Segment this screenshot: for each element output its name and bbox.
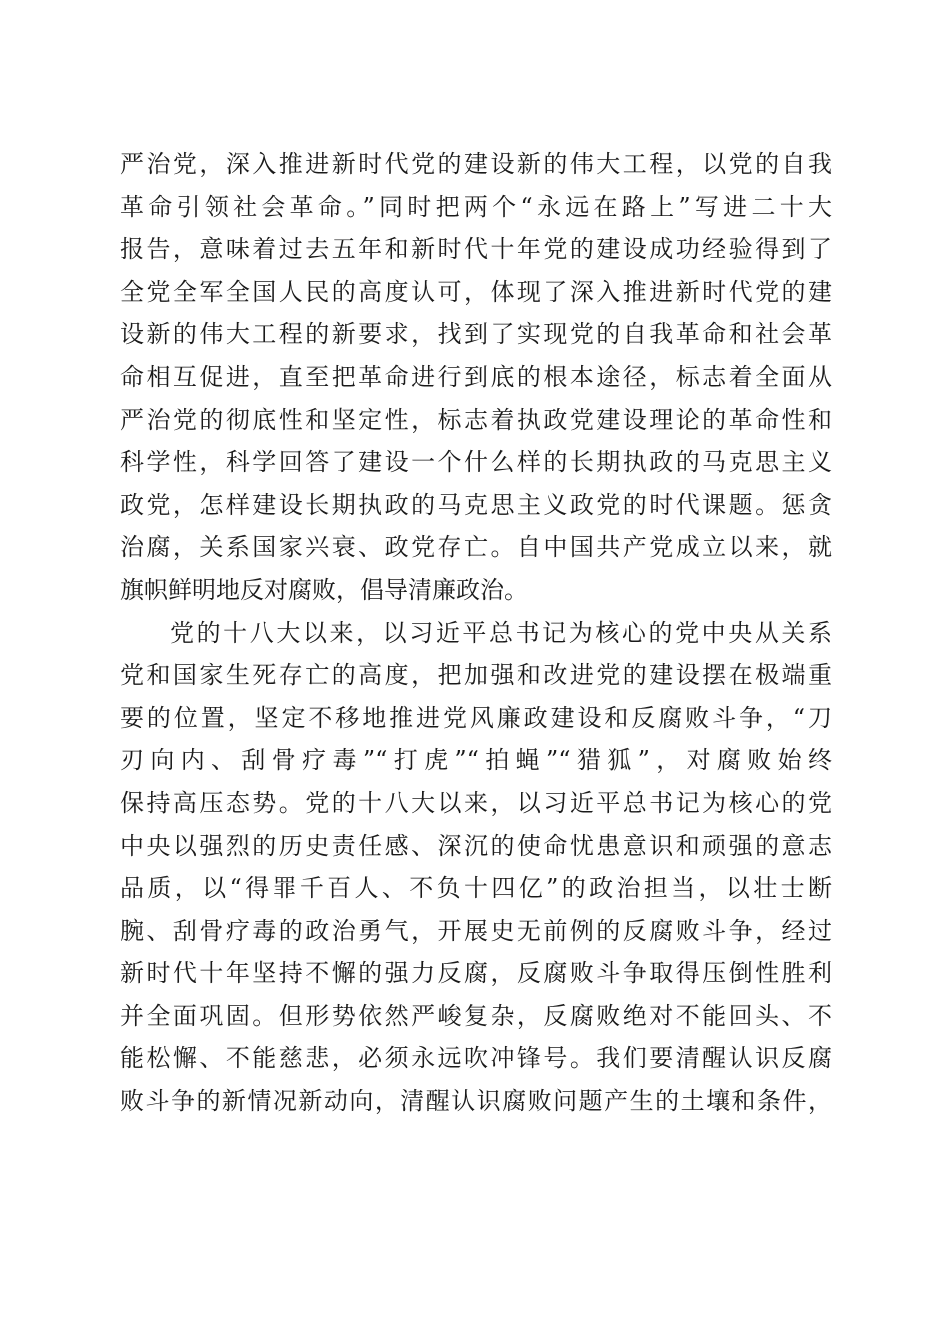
text-line: 腕、刮骨疗毒的政治勇气，开展史无前例的反腐败斗争，经过: [120, 916, 832, 945]
text-line: 刃向内、刮骨疗毒”“打虎”“拍蝇”“猎狐”，对腐败始终: [120, 746, 832, 775]
text-line: 中央以强烈的历史责任感、深沉的使命忧患意识和顽强的意志: [120, 831, 832, 860]
text-line: 保持高压态势。党的十八大以来，以习近平总书记为核心的党: [120, 788, 832, 817]
text-line: 并全面巩固。但形势依然严峻复杂，反腐败绝对不能回头、不: [120, 1001, 832, 1030]
text-line: 全党全军全国人民的高度认可，体现了深入推进新时代党的建: [120, 277, 832, 306]
text-line: 设新的伟大工程的新要求，找到了实现党的自我革命和社会革: [120, 320, 832, 349]
text-line: 旗帜鲜明地反对腐败，倡导清廉政治。: [120, 575, 528, 604]
text-line: 严治党的彻底性和坚定性，标志着执政党建设理论的革命性和: [120, 405, 832, 434]
paragraph-2: [120, 612, 832, 1123]
text-line: 败斗争的新情况新动向，清醒认识腐败问题产生的土壤和条件，: [120, 1087, 832, 1116]
text-line: 政党，怎样建设长期执政的马克思主义政党的时代课题。惩贪: [120, 490, 832, 519]
text-line: 要的位置，坚定不移地推进党风廉政建设和反腐败斗争，“刀: [120, 703, 832, 732]
text-line: 科学性，科学回答了建设一个什么样的长期执政的马克思主义: [120, 448, 832, 477]
paragraph-1: [120, 143, 832, 612]
text-line: 治腐，关系国家兴衰、政党存亡。自中国共产党成立以来，就: [120, 533, 832, 562]
text-line: 报告，意味着过去五年和新时代十年党的建设成功经验得到了: [120, 235, 832, 264]
text-line: 党的十八大以来，以习近平总书记为核心的党中央从关系: [170, 618, 832, 647]
text-line: 新时代十年坚持不懈的强力反腐，反腐败斗争取得压倒性胜利: [120, 959, 832, 988]
text-line: 命相互促进，直至把革命进行到底的根本途径，标志着全面从: [120, 362, 832, 391]
text-line: 党和国家生死存亡的高度，把加强和改进党的建设摆在极端重: [120, 661, 832, 690]
text-line: 能松懈、不能慈悲，必须永远吹冲锋号。我们要清醒认识反腐: [120, 1044, 832, 1073]
text-line: 严治党，深入推进新时代党的建设新的伟大工程，以党的自我: [120, 150, 832, 178]
text-line: 品质，以“得罪千百人、不负十四亿”的政治担当，以壮士断: [120, 874, 832, 903]
body-text: [120, 143, 832, 1123]
text-line: 革命引领社会革命。”同时把两个“永远在路上”写进二十大: [120, 192, 832, 221]
